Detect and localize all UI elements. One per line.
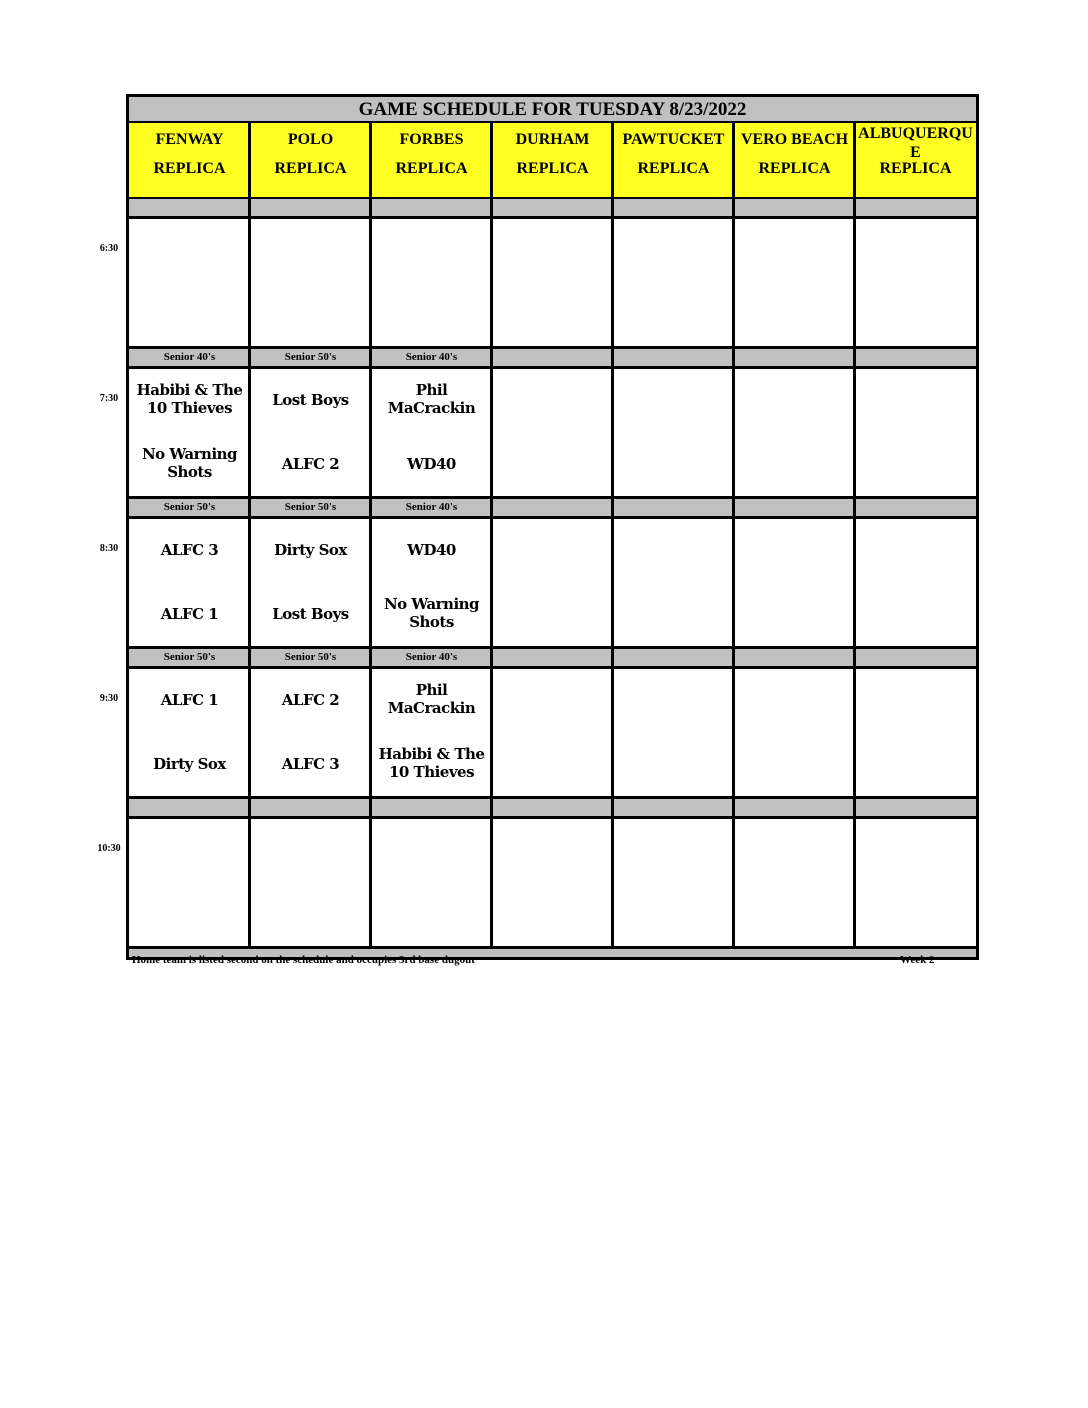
field-type: REPLICA (395, 160, 468, 177)
division-label (492, 349, 613, 366)
field-name: FENWAY (155, 131, 224, 148)
division-label: Senior 50's (284, 351, 337, 363)
game-cell (613, 369, 734, 496)
division-label (734, 499, 855, 516)
column-divider (732, 123, 735, 949)
field-type: REPLICA (637, 160, 710, 177)
division-label (855, 199, 976, 216)
game-cell (371, 669, 492, 796)
game-cell (855, 669, 976, 796)
column-divider (853, 123, 856, 949)
field-header-fenway (129, 123, 250, 197)
field-header-forbes (371, 123, 492, 197)
time-slot-1030 (129, 819, 976, 946)
division-row (129, 349, 976, 366)
game-cell (734, 819, 855, 946)
game-cell (129, 819, 250, 946)
team-home: Habibi & The 10 Thieves (378, 745, 485, 781)
game-cell (129, 519, 250, 646)
field-header-vero-beach (734, 123, 855, 197)
division-label: Senior 50's (284, 501, 337, 513)
division-label (613, 199, 734, 216)
division-label (855, 649, 976, 666)
game-cell (371, 219, 492, 346)
field-header-row (129, 123, 976, 199)
game-cell (371, 819, 492, 946)
division-label (734, 649, 855, 666)
team-home: Dirty Sox (153, 755, 226, 773)
team-away: Habibi & The 10 Thieves (136, 381, 243, 417)
field-name-line1: ALBUQUERQU (858, 125, 973, 142)
game-cell (492, 369, 613, 496)
division-row (129, 649, 976, 666)
schedule-sheet (126, 94, 979, 966)
team-home: WD40 (407, 455, 456, 473)
team-away: Phil MaCrackin (387, 381, 476, 417)
team-home: ALFC 2 (281, 455, 340, 473)
game-cell (734, 219, 855, 346)
game-cell (613, 819, 734, 946)
division-label (613, 649, 734, 666)
division-label (855, 499, 976, 516)
division-label (492, 649, 613, 666)
game-cell (371, 369, 492, 496)
field-header-albuquerque (855, 123, 976, 197)
team-away: ALFC 2 (281, 691, 340, 709)
game-cell (250, 369, 371, 496)
team-away: ALFC 3 (160, 541, 219, 559)
game-cell (129, 669, 250, 796)
column-divider (369, 123, 372, 949)
team-away: ALFC 1 (160, 691, 219, 709)
division-label: Senior 50's (163, 651, 216, 663)
time-slot-930 (129, 669, 976, 796)
division-label (855, 799, 976, 816)
game-cell (492, 669, 613, 796)
field-name: FORBES (399, 131, 464, 148)
division-row (129, 199, 976, 216)
division-label (129, 799, 250, 816)
time-slot-630 (129, 219, 976, 346)
game-cell (613, 519, 734, 646)
division-row (129, 499, 976, 516)
team-away: WD40 (407, 541, 456, 559)
division-label: Senior 40's (405, 501, 458, 513)
game-cell (855, 369, 976, 496)
field-header-durham (492, 123, 613, 197)
field-name: PAWTUCKET (622, 131, 725, 148)
division-label (250, 199, 371, 216)
game-cell (250, 519, 371, 646)
division-label (734, 199, 855, 216)
time-slot-830 (129, 519, 976, 646)
team-home: ALFC 3 (281, 755, 340, 773)
footer-note: Home team is listed second on the schedule and occupies 3rd base dugout (132, 954, 475, 966)
team-home: No Warning Shots (141, 445, 238, 481)
field-name: DURHAM (515, 131, 590, 148)
division-label (855, 349, 976, 366)
column-divider (490, 123, 493, 949)
field-type: REPLICA (516, 160, 589, 177)
field-type: REPLICA (274, 160, 347, 177)
game-cell (855, 219, 976, 346)
game-cell (734, 369, 855, 496)
team-home: ALFC 1 (160, 605, 219, 623)
division-label (613, 499, 734, 516)
game-cell (492, 819, 613, 946)
field-type: REPLICA (153, 160, 226, 177)
game-cell (129, 369, 250, 496)
time-slot-730 (129, 369, 976, 496)
field-name: VERO BEACH (740, 131, 849, 148)
time-label: 7:30 (99, 393, 119, 404)
field-header-pawtucket (613, 123, 734, 197)
division-row (129, 799, 976, 816)
game-cell (129, 219, 250, 346)
field-name-line2: E (910, 144, 921, 161)
schedule-title: GAME SCHEDULE FOR TUESDAY 8/23/2022 (129, 97, 976, 123)
division-label (129, 199, 250, 216)
field-name (857, 124, 974, 162)
week-label: Week 2 (900, 954, 935, 966)
division-label (250, 799, 371, 816)
division-label (371, 799, 492, 816)
division-label (734, 349, 855, 366)
field-type: REPLICA (879, 160, 952, 177)
time-label: 9:30 (99, 693, 119, 704)
game-cell (734, 519, 855, 646)
column-divider (248, 123, 251, 949)
game-cell (492, 519, 613, 646)
division-label (613, 799, 734, 816)
footer-row (129, 949, 976, 966)
division-label (492, 799, 613, 816)
team-home: No Warning Shots (383, 595, 480, 631)
field-type: REPLICA (758, 160, 831, 177)
time-label: 10:30 (97, 843, 121, 854)
team-home: Lost Boys (272, 605, 349, 623)
column-divider (611, 123, 614, 949)
game-cell (492, 219, 613, 346)
team-away: Phil MaCrackin (387, 681, 476, 717)
division-label: Senior 40's (163, 351, 216, 363)
game-cell (613, 219, 734, 346)
game-cell (250, 669, 371, 796)
division-label: Senior 40's (405, 651, 458, 663)
field-header-polo (250, 123, 371, 197)
division-label (492, 199, 613, 216)
game-cell (250, 219, 371, 346)
division-label (492, 499, 613, 516)
time-label: 6:30 (99, 243, 119, 254)
division-label (734, 799, 855, 816)
team-away: Lost Boys (272, 391, 349, 409)
division-label: Senior 40's (405, 351, 458, 363)
time-label: 8:30 (99, 543, 119, 554)
team-away: Dirty Sox (274, 541, 347, 559)
division-label (371, 199, 492, 216)
division-label (613, 349, 734, 366)
division-label: Senior 50's (284, 651, 337, 663)
game-cell (371, 519, 492, 646)
game-cell (250, 819, 371, 946)
game-cell (734, 669, 855, 796)
game-cell (855, 519, 976, 646)
field-name: POLO (287, 131, 334, 148)
game-cell (855, 819, 976, 946)
game-cell (613, 669, 734, 796)
division-label: Senior 50's (163, 501, 216, 513)
